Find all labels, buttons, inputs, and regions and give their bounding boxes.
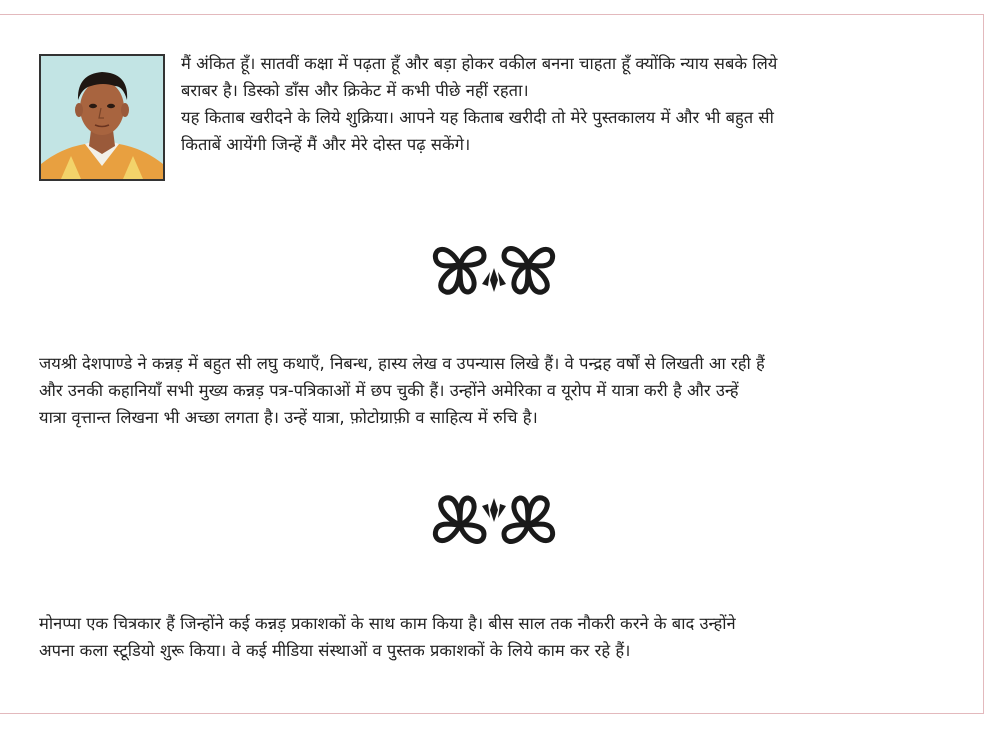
author-bio-line: बराबर है। डिस्को डाँस और क्रिकेट में कभी पीछे नहीं रहता।	[181, 81, 529, 100]
writer-bio-paragraph	[39, 350, 765, 431]
author-portrait-photo	[39, 54, 165, 181]
author-bio-line: किताबें आयेंगी जिन्हें मैं और मेरे दोस्त पढ़ सकेंगे।	[181, 135, 471, 154]
author-bio-line: मैं अंकित हूँ। सातवीं कक्षा में पढ़ता हूँ और बड़ा होकर वकील बनना चाहता हूँ क्योंकि न्याय सबके लिये	[181, 54, 778, 73]
illustrator-bio-line: मोनप्पा एक चित्रकार हैं जिन्होंने कई कन्नड़ प्रकाशकों के साथ काम किया है। बीस साल तक नौकरी करने के बाद उन्होंने	[39, 614, 736, 633]
floral-ornament-icon	[430, 232, 558, 298]
floral-ornament-divider	[430, 492, 558, 562]
author-bio-paragraph	[181, 50, 777, 158]
writer-bio-line: जयश्री देशपाण्डे ने कन्नड़ में बहुत सी लघु कथाएँ, निबन्ध, हास्य लेख व उपन्यास लिखे हैं। वे पन्द्रह वर्षों से लिखती आ रही हैं	[39, 354, 765, 373]
illustrator-bio-line: अपना कला स्टूडियो शुरू किया। वे कई मीडिया संस्थाओं व पुस्तक प्रकाशकों के लिये काम कर रहे हैं।	[39, 641, 631, 660]
writer-bio-line: और उनकी कहानियाँ सभी मुख्य कन्नड़ पत्र-पत्रिकाओं में छप चुकी हैं। उन्होंने अमेरिका व यूरोप में यात्रा करी है और उन्हें	[39, 381, 739, 400]
author-bio-line: यह किताब खरीदने के लिये शुक्रिया। आपने यह किताब खरीदी तो मेरे पुस्तकालय में और भी बहुत सी	[181, 108, 774, 127]
child-portrait-image	[41, 56, 163, 179]
floral-ornament-icon	[430, 492, 558, 558]
writer-bio-line: यात्रा वृत्तान्त लिखना भी अच्छा लगता है। उन्हें यात्रा, फ़ोटोग्राफ़ी व साहित्य में रुचि है।	[39, 408, 538, 427]
illustrator-bio-paragraph	[39, 610, 736, 664]
floral-ornament-divider	[430, 232, 558, 302]
